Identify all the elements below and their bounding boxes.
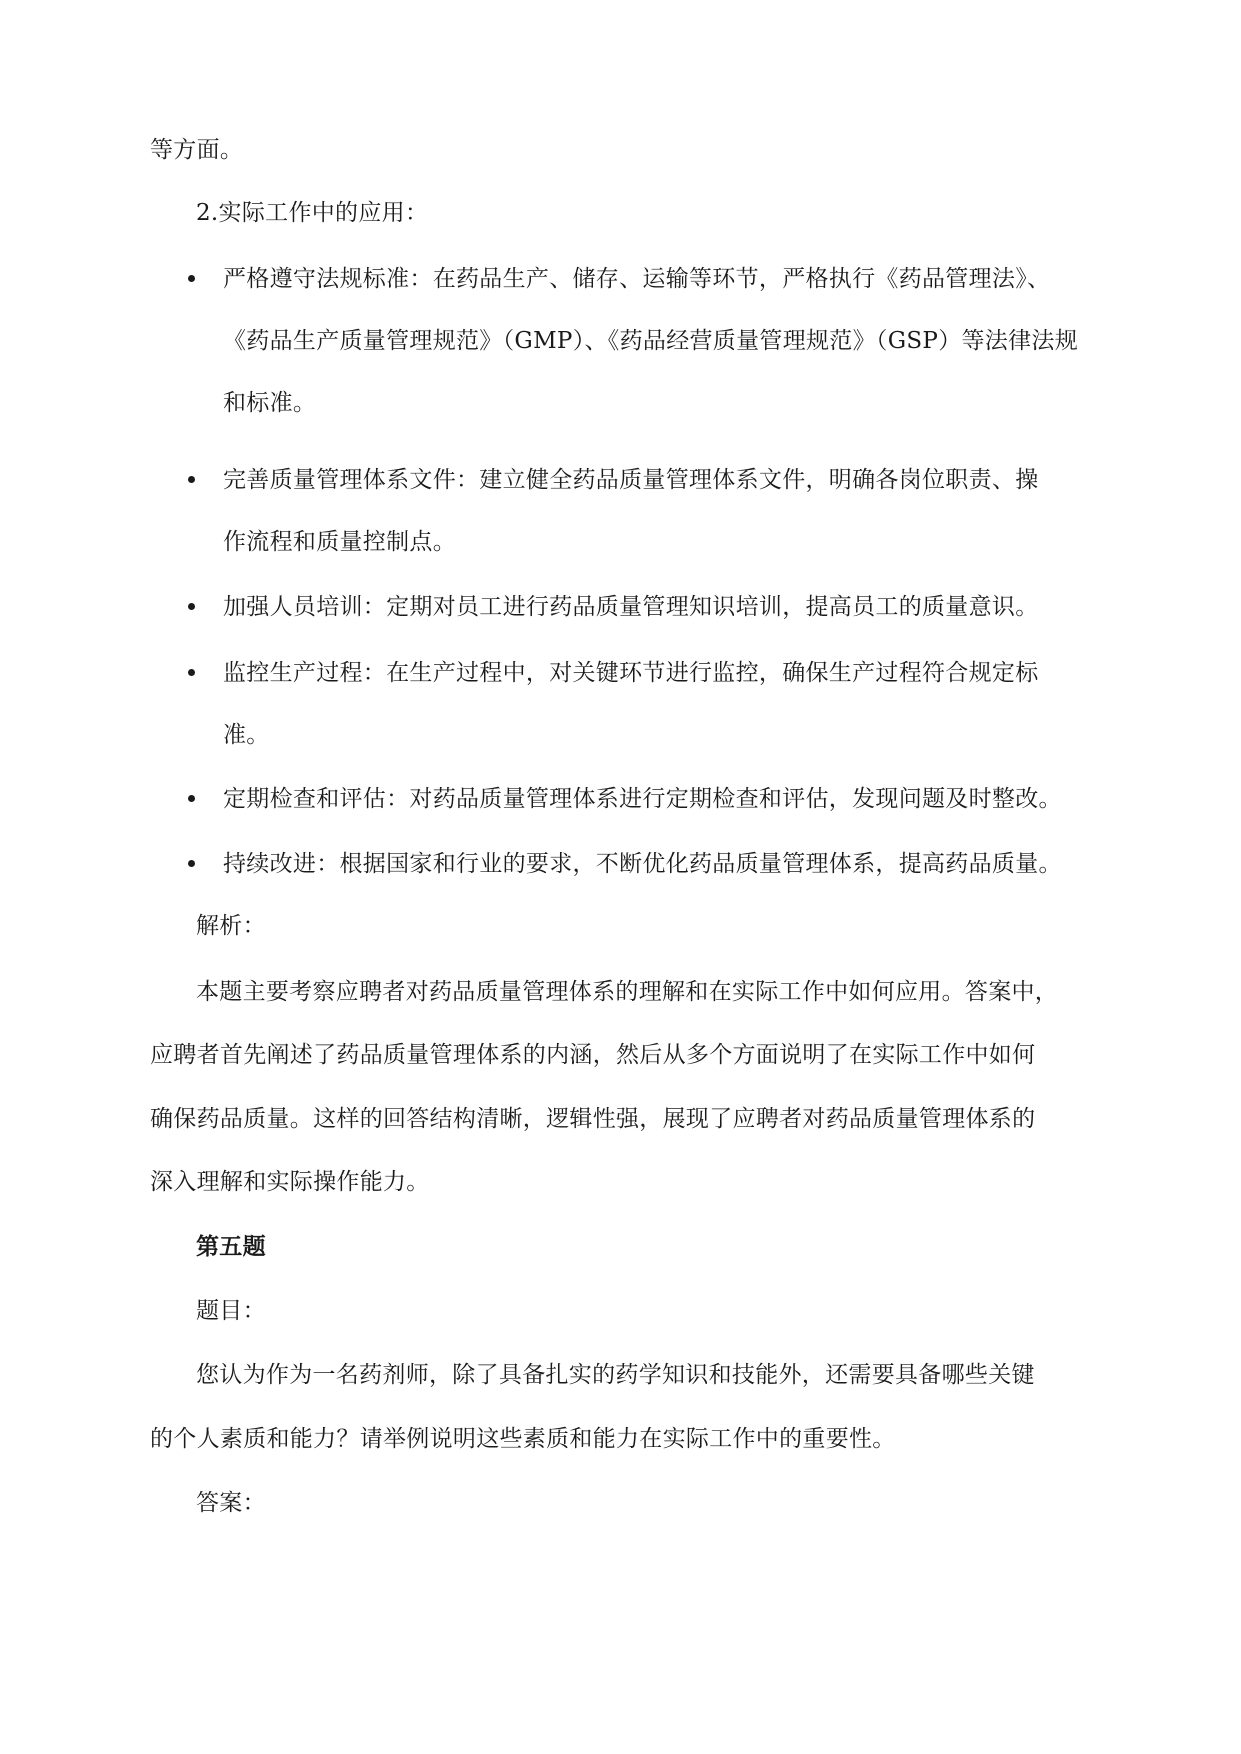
continuation-text: 等方面。 <box>150 137 244 163</box>
bullet-icon <box>188 603 195 610</box>
bullet-2-line-2: 作流程和质量控制点。 <box>223 529 456 555</box>
analysis-label: 解析： <box>196 913 266 939</box>
section-heading-application: 2.实际工作中的应用： <box>196 200 429 226</box>
bullet-1-line-1: 严格遵守法规标准：在药品生产、储存、运输等环节，严格执行《药品管理法》、 <box>223 266 1051 292</box>
bullet-icon <box>188 795 195 802</box>
bullet-1-line-2: 《药品生产质量管理规范》（GMP）、《药品经营质量管理规范》（GSP）等法律法规 <box>223 328 1079 354</box>
analysis-line-3: 确保药品质量。这样的回答结构清晰，逻辑性强，展现了应聘者对药品质量管理体系的 <box>150 1106 1036 1132</box>
bullet-2-line-1: 完善质量管理体系文件：建立健全药品质量管理体系文件，明确各岗位职责、操 <box>223 467 1039 493</box>
bullet-icon <box>188 476 195 483</box>
bullet-icon <box>188 275 195 282</box>
bullet-6-line-1: 持续改进：根据国家和行业的要求，不断优化药品质量管理体系，提高药品质量。 <box>223 851 1062 877</box>
bullet-4-line-1: 监控生产过程：在生产过程中，对关键环节进行监控，确保生产过程符合规定标 <box>223 660 1039 686</box>
question-label: 题目： <box>196 1298 266 1324</box>
question-line-1: 您认为作为一名药剂师，除了具备扎实的药学知识和技能外，还需要具备哪些关键 <box>196 1362 1035 1388</box>
bullet-3-line-1: 加强人员培训：定期对员工进行药品质量管理知识培训，提高员工的质量意识。 <box>223 594 1039 620</box>
bullet-icon <box>188 860 195 867</box>
bullet-5-line-1: 定期检查和评估：对药品质量管理体系进行定期检查和评估，发现问题及时整改。 <box>223 786 1062 812</box>
answer-label: 答案： <box>196 1490 266 1516</box>
analysis-line-4: 深入理解和实际操作能力。 <box>150 1169 430 1195</box>
analysis-line-1: 本题主要考察应聘者对药品质量管理体系的理解和在实际工作中如何应用。答案中， <box>196 979 1059 1005</box>
analysis-line-2: 应聘者首先阐述了药品质量管理体系的内涵，然后从多个方面说明了在实际工作中如何 <box>150 1042 1036 1068</box>
bullet-icon <box>188 669 195 676</box>
bullet-1-line-3: 和标准。 <box>223 390 317 416</box>
question-line-2: 的个人素质和能力？请举例说明这些素质和能力在实际工作中的重要性。 <box>150 1426 896 1452</box>
question-5-title: 第五题 <box>196 1234 266 1260</box>
bullet-4-line-2: 准。 <box>223 722 270 748</box>
